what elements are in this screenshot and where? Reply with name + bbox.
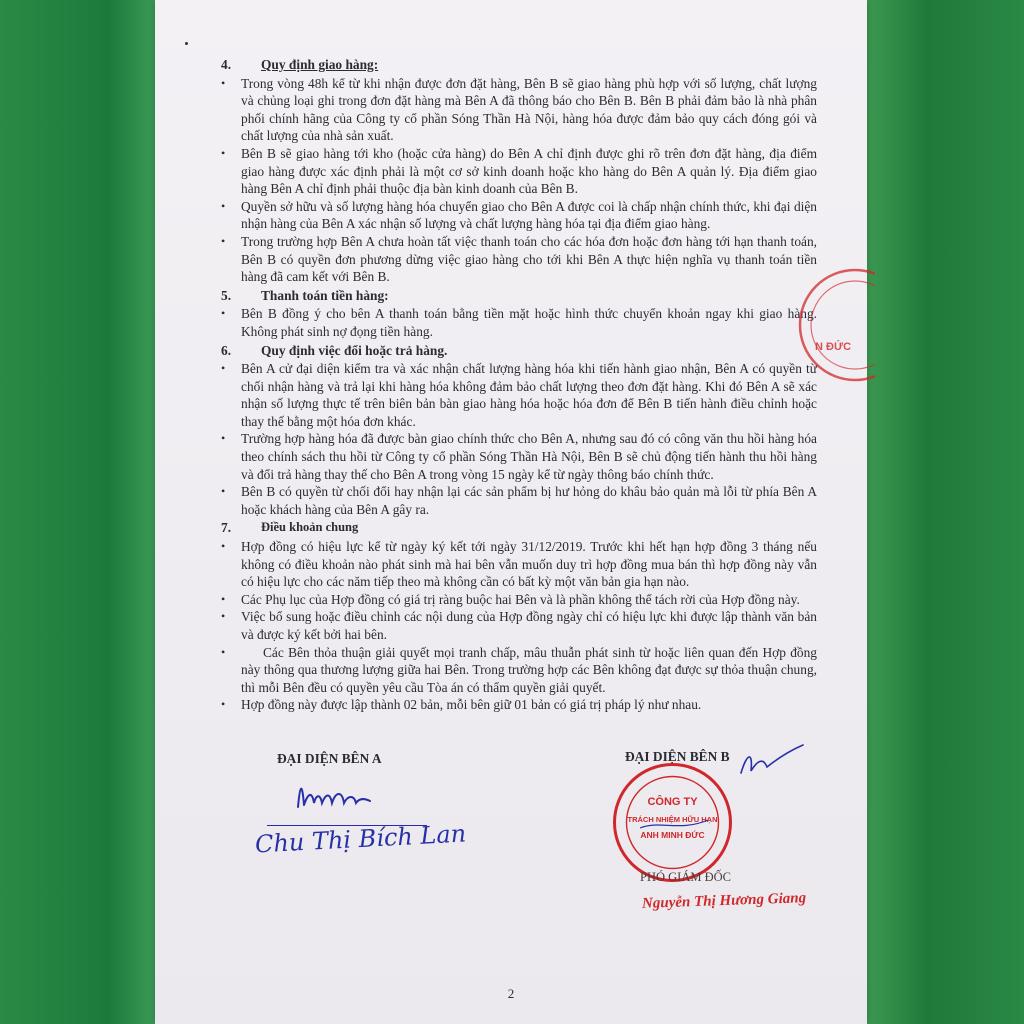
section-title: Quy định giao hàng:	[261, 57, 379, 72]
list-item	[217, 538, 817, 591]
background-right	[864, 0, 1024, 1024]
list-item	[217, 608, 817, 643]
party-b-initials	[737, 743, 807, 783]
list-item	[217, 305, 817, 340]
section-number: 6.	[221, 342, 232, 358]
item-text: Việc bổ sung hoặc điều chỉnh các nội dung của Hợp đồng ngày chỉ có hiệu lực khi được lập thành văn bản và được ký kết bởi hai bên.	[241, 609, 817, 642]
signature-block	[155, 745, 867, 985]
bullet-icon: •	[221, 484, 226, 499]
party-a-signature	[290, 775, 380, 815]
item-text: Quyền sở hữu và số lượng hàng hóa chuyển giao cho Bên A được coi là chấp nhận chính thức, khi đại diện nhận hàng của Bên A xác nhận số lượng và chất lượng hàng hóa tại địa điểm giao hàng.	[241, 198, 817, 232]
list-item	[217, 75, 817, 145]
bullet-icon: •	[221, 644, 226, 659]
party-b-label: ĐẠI DIỆN BÊN B	[625, 749, 730, 764]
bullet-icon: •	[221, 591, 226, 606]
item-text: Hợp đồng có hiệu lực kể từ ngày ký kết tới ngày 31/12/2019. Trước khi hết hạn hợp đồng 3 tháng nếu không có điều khoản nào phát sinh mà hai bên vẫn muốn duy trì hợp đồng mua bán thì hợp đồng này vẫn có hiệu lực cho các năm tiếp theo mà không cần có bất kỳ một văn bản gia hạn nào.	[241, 539, 817, 590]
item-text: Bên B có quyền từ chối đổi hay nhận lại các sản phẩm bị hư hỏng do khâu bảo quản mà lỗi từ phía Bên A hoặc khách hàng của Bên A gây ra.	[241, 484, 817, 517]
section-title: Quy định việc đổi hoặc trả hàng.	[261, 342, 448, 358]
section-title: Điều khoản chung	[261, 520, 359, 535]
section-heading	[217, 342, 817, 360]
list-item	[217, 696, 817, 714]
bullet-icon: •	[221, 75, 226, 90]
stamp-line-3: ANH MINH ĐỨC	[640, 830, 705, 840]
background-left	[0, 0, 155, 1024]
section-heading	[217, 519, 817, 537]
section-heading	[217, 56, 817, 74]
item-text: Bên B đồng ý cho bên A thanh toán bằng tiền mặt hoặc hình thức chuyển khoản ngay khi giao hàng. Không phát sinh nợ đọng tiền hàng.	[241, 306, 817, 339]
item-text: Các Phụ lục của Hợp đồng có giá trị ràng buộc hai Bên và là phần không thể tách rời của Hợp đồng này.	[241, 591, 800, 607]
ink-dot	[185, 42, 188, 45]
item-text: Hợp đồng này được lập thành 02 bản, mỗi bên giữ 01 bản có giá trị pháp lý như nhau.	[241, 697, 702, 713]
item-text: Bên A cử đại diện kiểm tra và xác nhận chất lượng hàng hóa khi tiến hành giao nhận, Bên A có quyền từ chối nhận hàng và trả lại khi hàng hóa không đảm bảo chất lượng theo đơn đặt hàng. Khi đó Bên A sẽ xác nhận số lượng thực tế trên biên bản bàn giao hàng hóa hoặc hóa đơn để Bên B tiến hành điều chỉnh hoặc thay thế bằng một hóa đơn khác.	[241, 361, 817, 429]
director-title: PHÓ GIÁM ĐỐC	[640, 870, 731, 884]
bullet-icon: •	[221, 539, 226, 554]
item-text: Trong trường hợp Bên A chưa hoàn tất việc thanh toán cho các hóa đơn hoặc đơn hàng tới hạn thanh toán, Bên B có quyền đơn phương dừng việc giao hàng cho tới khi Bên A thực hiện nghĩa vụ thanh toán tiền hàng đã cam kết với Bên B.	[241, 233, 817, 285]
section-title: Thanh toán tiền hàng:	[261, 287, 389, 303]
svg-text:N ĐỨC: N ĐỨC	[815, 341, 852, 353]
document-body	[217, 55, 817, 714]
list-item	[217, 233, 817, 286]
list-item	[217, 198, 817, 233]
item-text: Các Bên thỏa thuận giải quyết mọi tranh chấp, mâu thuẫn phát sinh từ hoặc liên quan đến Hợp đồng này thông qua thương lượng giữa hai Bên. Trong trường hợp các Bên không đạt được sự thỏa thuận chung, thì mỗi Bên đều có quyền yêu cầu Tòa án có thẩm quyền giải quyết.	[241, 644, 817, 695]
list-item	[217, 483, 817, 518]
list-item	[217, 360, 817, 430]
party-a-label: ĐẠI DIỆN BÊN A	[277, 751, 382, 766]
section-delivery	[217, 56, 817, 286]
section-number: 4.	[221, 57, 232, 72]
director-name: Nguyễn Thị Hương Giang	[641, 890, 807, 912]
section-payment	[217, 287, 817, 341]
list-item	[217, 644, 817, 697]
section-returns	[217, 342, 817, 519]
section-general-terms	[217, 519, 817, 714]
list-item	[217, 145, 817, 198]
bullet-icon: •	[221, 361, 226, 376]
section-heading	[217, 287, 817, 305]
company-stamp	[610, 760, 735, 885]
bullet-icon: •	[221, 431, 226, 446]
item-text: Trường hợp hàng hóa đã được bàn giao chính thức cho Bên A, nhưng sau đó có công văn thu hồi hàng hóa theo chính sách thu hồi từ Công ty cổ phần Sóng Thần Hà Nội, Bên B sẽ chủ động tiến hành thu hồi hàng và đổi trả hàng thay thế cho Bên A trong vòng 15 ngày kể từ ngày thông báo chính thức.	[241, 431, 817, 482]
party-a-name: Chu Thị Bích Lan	[254, 819, 467, 859]
list-item	[217, 430, 817, 483]
stamp-line-2: TRÁCH NHIỆM HỮU HẠN	[627, 815, 718, 824]
list-item	[217, 591, 817, 609]
item-text: Trong vòng 48h kể từ khi nhận được đơn đặt hàng, Bên B sẽ giao hàng phù hợp với số lượng, chất lượng và chủng loại ghi trong đơn đặt hàng mà Bên A đã thông báo cho Bên B. Bên B phải đảm bảo là nhà phân phối chính hãng của Công ty cổ phần Sóng Thần Hà Nội, hàng hóa được đảm bảo quy cách đóng gói và chất lượng của nhà sản xuất.	[241, 75, 817, 144]
item-text: Bên B sẽ giao hàng tới kho (hoặc cửa hàng) do Bên A chỉ định được ghi rõ trên đơn đặt hàng, địa điểm giao hàng được xác định phải là một cơ sở kinh doanh hoặc kho hàng do Bên A quản lý. Địa điểm giao hàng Bên A chỉ định phải thuộc địa bàn kinh doanh của Bên B.	[241, 145, 817, 197]
stamp-line-1: CÔNG TY	[647, 796, 698, 808]
bullet-icon: •	[221, 145, 226, 160]
bullet-icon: •	[221, 697, 226, 712]
page-number: 2	[507, 986, 515, 1001]
margin-stamp-fragment	[795, 255, 875, 395]
section-number: 7.	[221, 520, 232, 536]
document-page	[155, 0, 867, 1024]
section-number: 5.	[221, 287, 232, 303]
bullet-icon: •	[221, 609, 226, 624]
bullet-icon: •	[221, 306, 226, 321]
bullet-icon: •	[221, 233, 226, 248]
bullet-icon: •	[221, 198, 226, 213]
